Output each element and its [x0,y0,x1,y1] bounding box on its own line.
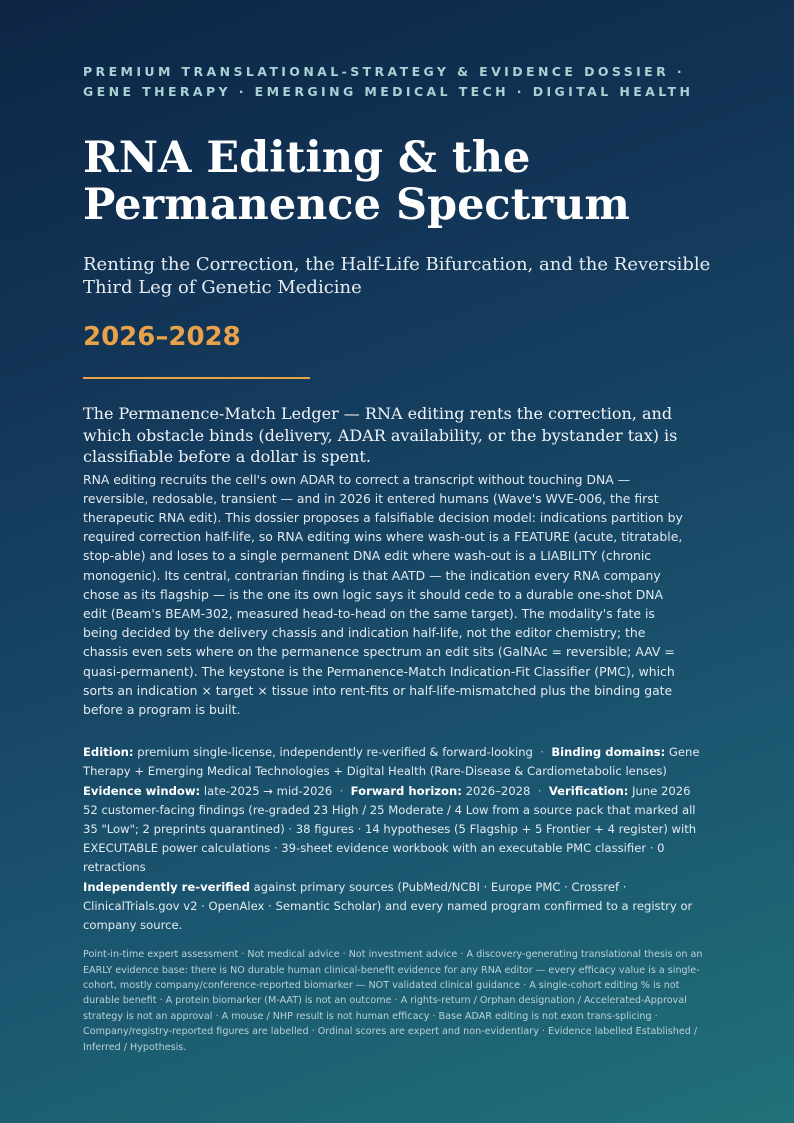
verified-value: against primary sources (PubMed/NCBI · Europe PMC · Crossref · ClinicalTrials.gov v2 · OpenAlex · Semantic Scholar) and every named program confirmed to a registry or company source. [83,879,693,932]
domains-value: Gene Therapy + Emerging Medical Technologies + Digital Health (Rare-Disease & Cardiometabolic lenses) [83,745,700,779]
disclaimer: Point-in-time expert assessment · Not medical advice · Not investment advice · A discovery-generating translational thesis on an EARLY evidence base: there is NO durable human clinical-benefit evidence for any RNA editor — every efficacy value is a single-cohort, mostly company/conference-reported biomarker — NOT validated clinical guidance · A single-cohort editing % is not durable benefit · A protein biomarker (M-AAT) is not an outcome · A rights-return / Orphan designation / Accelerated-Approval strategy is not an approval · A mouse / NHP result is not human efficacy · Base ADAR editing is not exon trans-splicing · Company/registry-reported figures are labelled · Ordinal scores are expert and non-evidentiary · Evidence labelled Established / Inferred / Hypothesis. [83,949,703,1053]
separator-dot: · [537,783,542,798]
edition-label: Edition: [83,745,134,760]
eyebrow [83,62,713,102]
verification-label: Verification: [548,783,629,798]
horizon-label: Forward horizon: [350,783,462,798]
domains-label: Binding domains: [551,745,666,760]
eyebrow-line-1: PREMIUM TRANSLATIONAL-STRATEGY & EVIDENCE DOSSIER · [83,64,686,79]
window-label: Evidence window: [83,783,201,798]
horizon-value: 2026–2028 [465,783,531,798]
abstract: RNA editing recruits the cell's own ADAR to correct a transcript without touching DNA — reversible, redosable, transient — and in 2026 it entered humans (Wave's WVE-006, the first therapeutic RNA edit). This dossier proposes a falsifiable decision model: indications partition by required correction half-life, so RNA editing wins where wash-out is a FEATURE (acute, titratable, stop-able) and loses to a single permanent DNA edit where wash-out is a LIABILITY (chronic monogenic). Its central, contrarian finding is that AATD — the indication every RNA company chose as its flagship — is the one its own logic says it should cede to a durable one-shot DNA edit (Beam's BEAM-302, measured head-to-head on the same target). The modality's fate is being decided by the delivery chassis and indication half-life, not the editor chemistry; the chassis even sets where on the permanence spectrum an edit sits (GalNAc = reversible; AAV = quasi-permanent). The keystone is the Permanence-Match Indication-Fit Classifier (PMC), which sorts an indication × target × tissue into rent-fits or half-life-mismatched plus the binding gate before a program is built. [83,471,683,717]
verification-value: June 2026 [632,783,691,798]
edition-value: premium single-license, independently re-verified & forward-looking [137,745,533,760]
lede: The Permanence-Match Ledger — RNA editing rents the correction, and which obstacle binds (delivery, ADAR availability, or the bystander tax) is classifiable before a dollar is spent. [83,404,678,466]
title-line-1: RNA Editing & the [83,133,531,183]
meta-edition-line [83,743,711,781]
accent-divider [83,377,310,379]
eyebrow-line-2: GENE THERAPY · EMERGING MEDICAL TECH · DIGITAL HEALTH [83,84,694,99]
meta-counts-line: 52 customer-facing findings (re-graded 23 High / 25 Moderate / 4 Low from a source pack that marked all 35 "Low"; 2 preprints quarantined) · 38 figures · 14 hypotheses (5 Flagship + 5 Frontier + 4 register) with EXECUTABLE power calculations · 39-sheet evidence workbook with an executable PMC classifier · 0 retractions [83,802,697,875]
meta-window-line [83,782,711,801]
title-line-2: Permanence Spectrum [83,180,630,230]
meta-verified-line [83,878,711,936]
year-range: 2026–2028 [83,322,241,352]
separator-dot: · [540,745,544,760]
document-title [83,135,713,229]
subtitle: Renting the Correction, the Half-Life Bifurcation, and the Reversible Third Leg of Genetic Medicine [83,254,711,298]
cover-page [83,62,713,1055]
separator-dot: · [339,783,344,798]
metadata-block [83,743,711,935]
verified-label: Independently re-verified [83,879,250,894]
window-value: late-2025 → mid-2026 [203,783,333,798]
